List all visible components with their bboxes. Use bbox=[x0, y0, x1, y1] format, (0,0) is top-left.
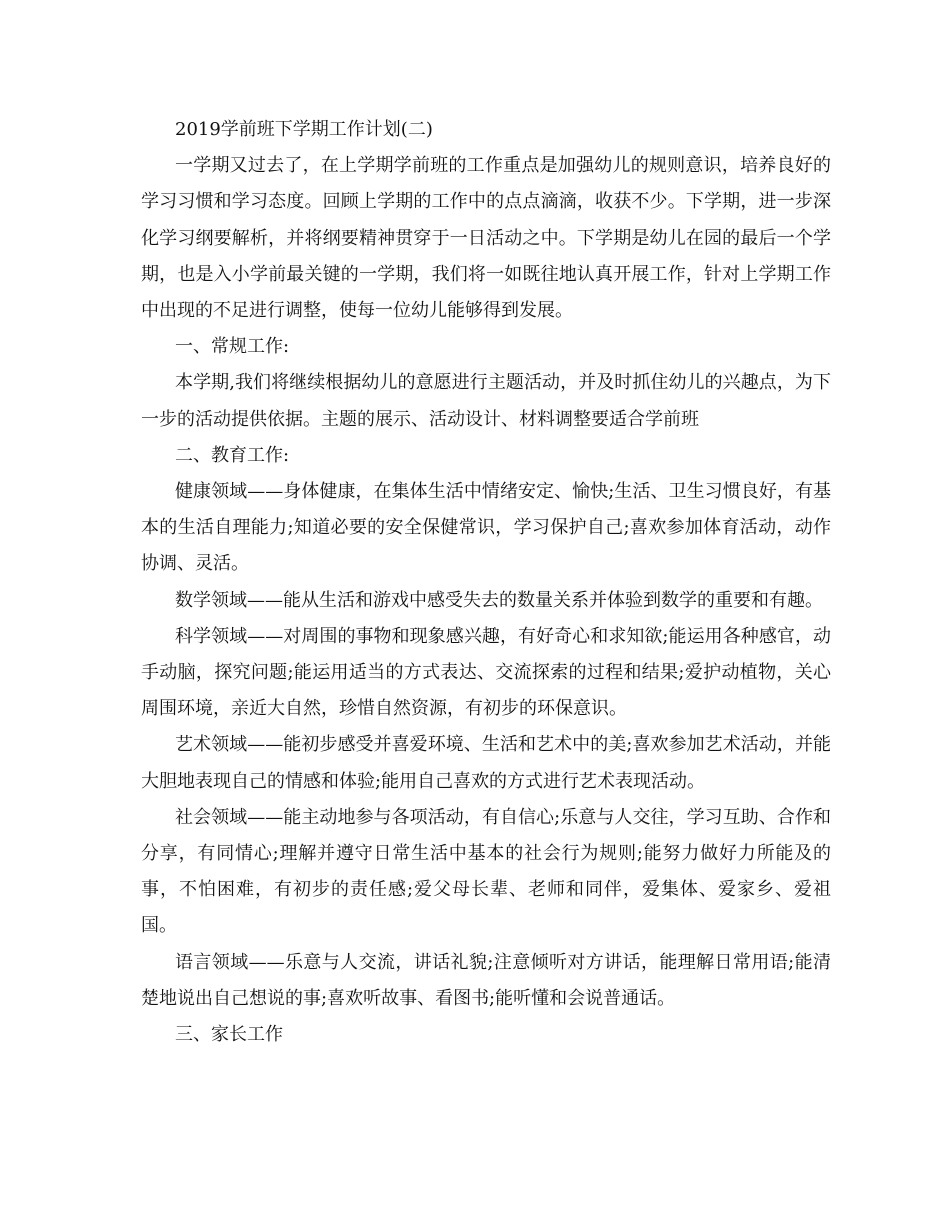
document-page bbox=[141, 112, 831, 1053]
routine-paragraph: 本学期,我们将继续根据幼儿的意愿进行主题活动，并及时抓住幼儿的兴趣点，为下一步的活动提供依据。主题的展示、活动设计、材料调整要适合学前班 bbox=[141, 372, 831, 430]
language-domain-paragraph: 语言领域——乐意与人交流，讲话礼貌;注意倾听对方讲话，能理解日常用语;能清楚地说出自己想说的事;喜欢听故事、看图书;能听懂和会说普通话。 bbox=[141, 951, 831, 1009]
intro-paragraph: 一学期又过去了，在上学期学前班的工作重点是加强幼儿的规则意识，培养良好的学习习惯和学习态度。回顾上学期的工作中的点点滴滴，收获不少。下学期，进一步深化学习纲要解析，并将纲要精神贯穿于一日活动之中。下学期是幼儿在园的最后一个学期，也是入小学前最关键的一学期，我们将一如既往地认真开展工作，针对上学期工作中出现的不足进行调整，使每一位幼儿能够得到发展。 bbox=[141, 155, 831, 322]
section-heading-education: 二、教育工作: bbox=[175, 444, 290, 466]
math-domain-paragraph: 数学领域——能从生活和游戏中感受失去的数量关系并体验到数学的重要和有趣。 bbox=[175, 589, 823, 611]
document-title: 2019学前班下学期工作计划(二) bbox=[175, 119, 433, 140]
health-domain-paragraph: 健康领域——身体健康，在集体生活中情绪安定、愉快;生活、卫生习惯良好，有基本的生活自理能力;知道必要的安全保健常识，学习保护自己;喜欢参加体育活动，动作协调、灵活。 bbox=[141, 481, 831, 575]
section-heading-parents: 三、家长工作 bbox=[175, 1024, 283, 1046]
art-domain-paragraph: 艺术领域——能初步感受并喜爱环境、生活和艺术中的美;喜欢参加艺术活动，并能大胆地表现自己的情感和体验;能用自己喜欢的方式进行艺术表现活动。 bbox=[141, 734, 831, 792]
section-heading-routine: 一、常规工作: bbox=[175, 336, 290, 358]
science-domain-paragraph: 科学领域——对周围的事物和现象感兴趣，有好奇心和求知欲;能运用各种感官，动手动脑，探究问题;能运用适当的方式表达、交流探索的过程和结果;爱护动植物，关心周围环境，亲近大自然，珍惜自然资源，有初步的环保意识。 bbox=[141, 625, 831, 720]
social-domain-paragraph: 社会领域——能主动地参与各项活动，有自信心;乐意与人交往，学习互助、合作和分享，有同情心;理解并遵守日常生活中基本的社会行为规则;能努力做好力所能及的事，不怕困难，有初步的责任感;爱父母长辈、老师和同伴，爱集体、爱家乡、爱祖国。 bbox=[141, 806, 831, 937]
